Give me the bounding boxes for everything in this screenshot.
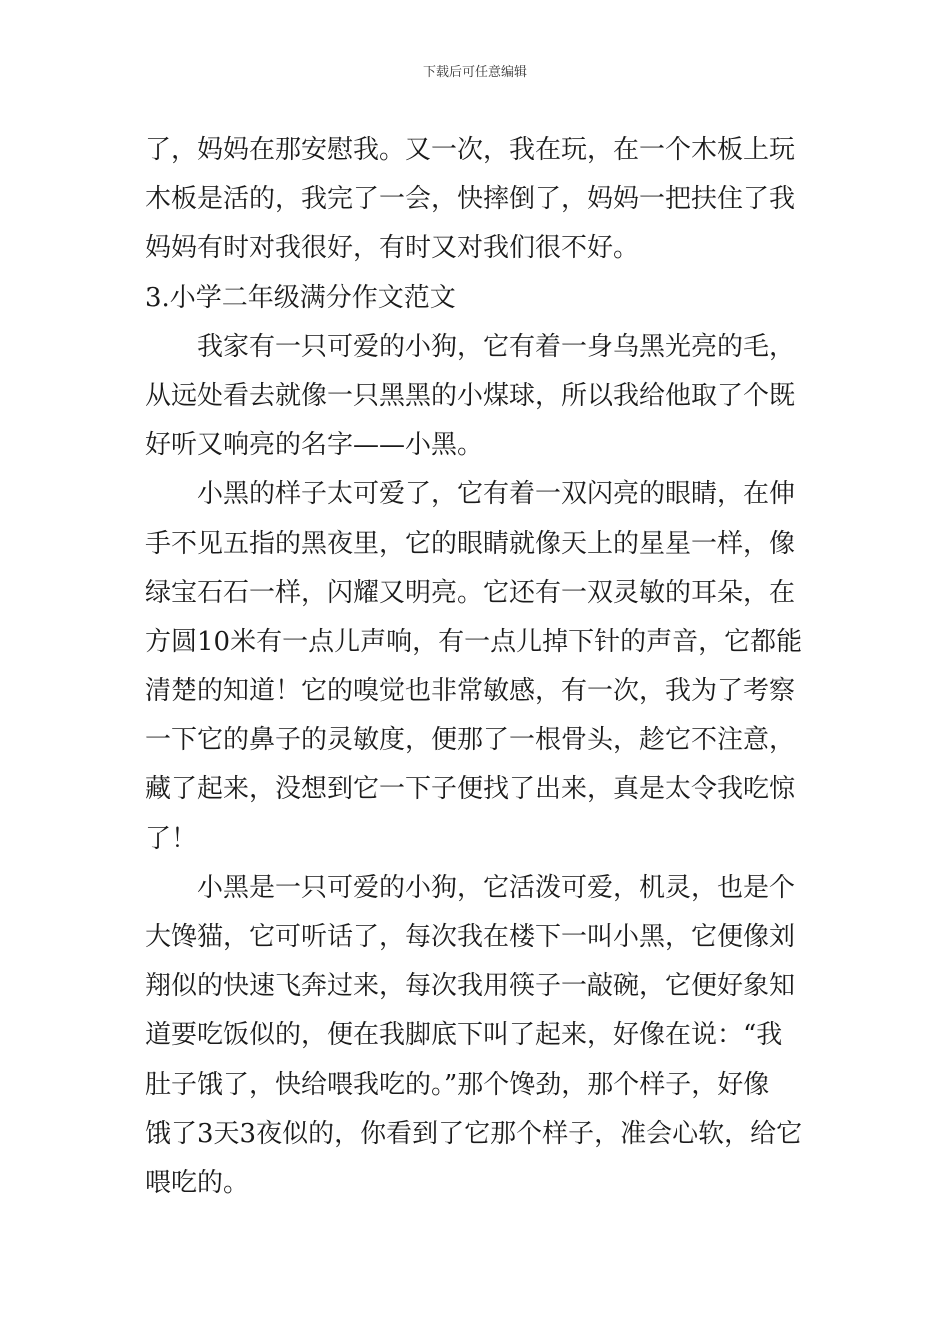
text-line: 了！ <box>145 823 198 854</box>
text-line: 藏了起来，没想到它一下子便找了出来，真是太令我吃惊 <box>145 774 796 805</box>
text-line: 妈妈有时对我很好，有时又对我们很不好。 <box>145 233 640 264</box>
text-line: 手不见五指的黑夜里，它的眼睛就像天上的星星一样，像 <box>145 528 796 559</box>
section-heading: 3.小学二年级满分作文范文 <box>145 282 456 313</box>
text-line: 木板是活的，我完了一会，快摔倒了，妈妈一把扶住了我 <box>145 184 796 215</box>
paragraph-first-line: 我家有一只可爱的小狗，它有着一身乌黑光亮的毛， <box>197 331 796 362</box>
paragraph-first-line: 小黑是一只可爱的小狗，它活泼可爱，机灵，也是个 <box>197 872 796 903</box>
text-line: 翔似的快速飞奔过来，每次我用筷子一敲碗，它便好象知 <box>145 971 796 1002</box>
text-line: 绿宝石石一样，闪耀又明亮。它还有一双灵敏的耳朵，在 <box>145 577 796 608</box>
text-line: 喂吃的。 <box>145 1167 250 1198</box>
text-line: 一下它的鼻子的灵敏度，便那了一根骨头，趁它不注意， <box>145 725 796 756</box>
text-line: 从远处看去就像一只黑黑的小煤球，所以我给他取了个既 <box>145 380 796 411</box>
text-line: 饿了3天3夜似的，你看到了它那个样子，准会心软，给它 <box>145 1118 803 1149</box>
text-line: 肚子饿了，快给喂我吃的。”那个馋劲，那个样子，好像 <box>145 1069 770 1100</box>
document-body <box>145 126 810 1208</box>
text-line: 大馋猫，它可听话了，每次我在楼下一叫小黑，它便像刘 <box>145 922 796 952</box>
text-line: 了，妈妈在那安慰我。又一次，我在玩，在一个木板上玩 <box>145 135 796 165</box>
paragraph-first-line: 小黑的样子太可爱了，它有着一双闪亮的眼睛，在伸 <box>197 479 796 510</box>
text-line: 道要吃饭似的，便在我脚底下叫了起来，好像在说：“我 <box>145 1020 783 1051</box>
text-line: 方圆10米有一点儿声响，有一点儿掉下针的声音，它都能 <box>145 626 803 657</box>
text-line: 清楚的知道！它的嗅觉也非常敏感，有一次，我为了考察 <box>145 676 796 707</box>
page-header-note: 下载后可任意编辑 <box>422 65 527 80</box>
text-line: 好听又响亮的名字——小黑。 <box>145 430 484 461</box>
